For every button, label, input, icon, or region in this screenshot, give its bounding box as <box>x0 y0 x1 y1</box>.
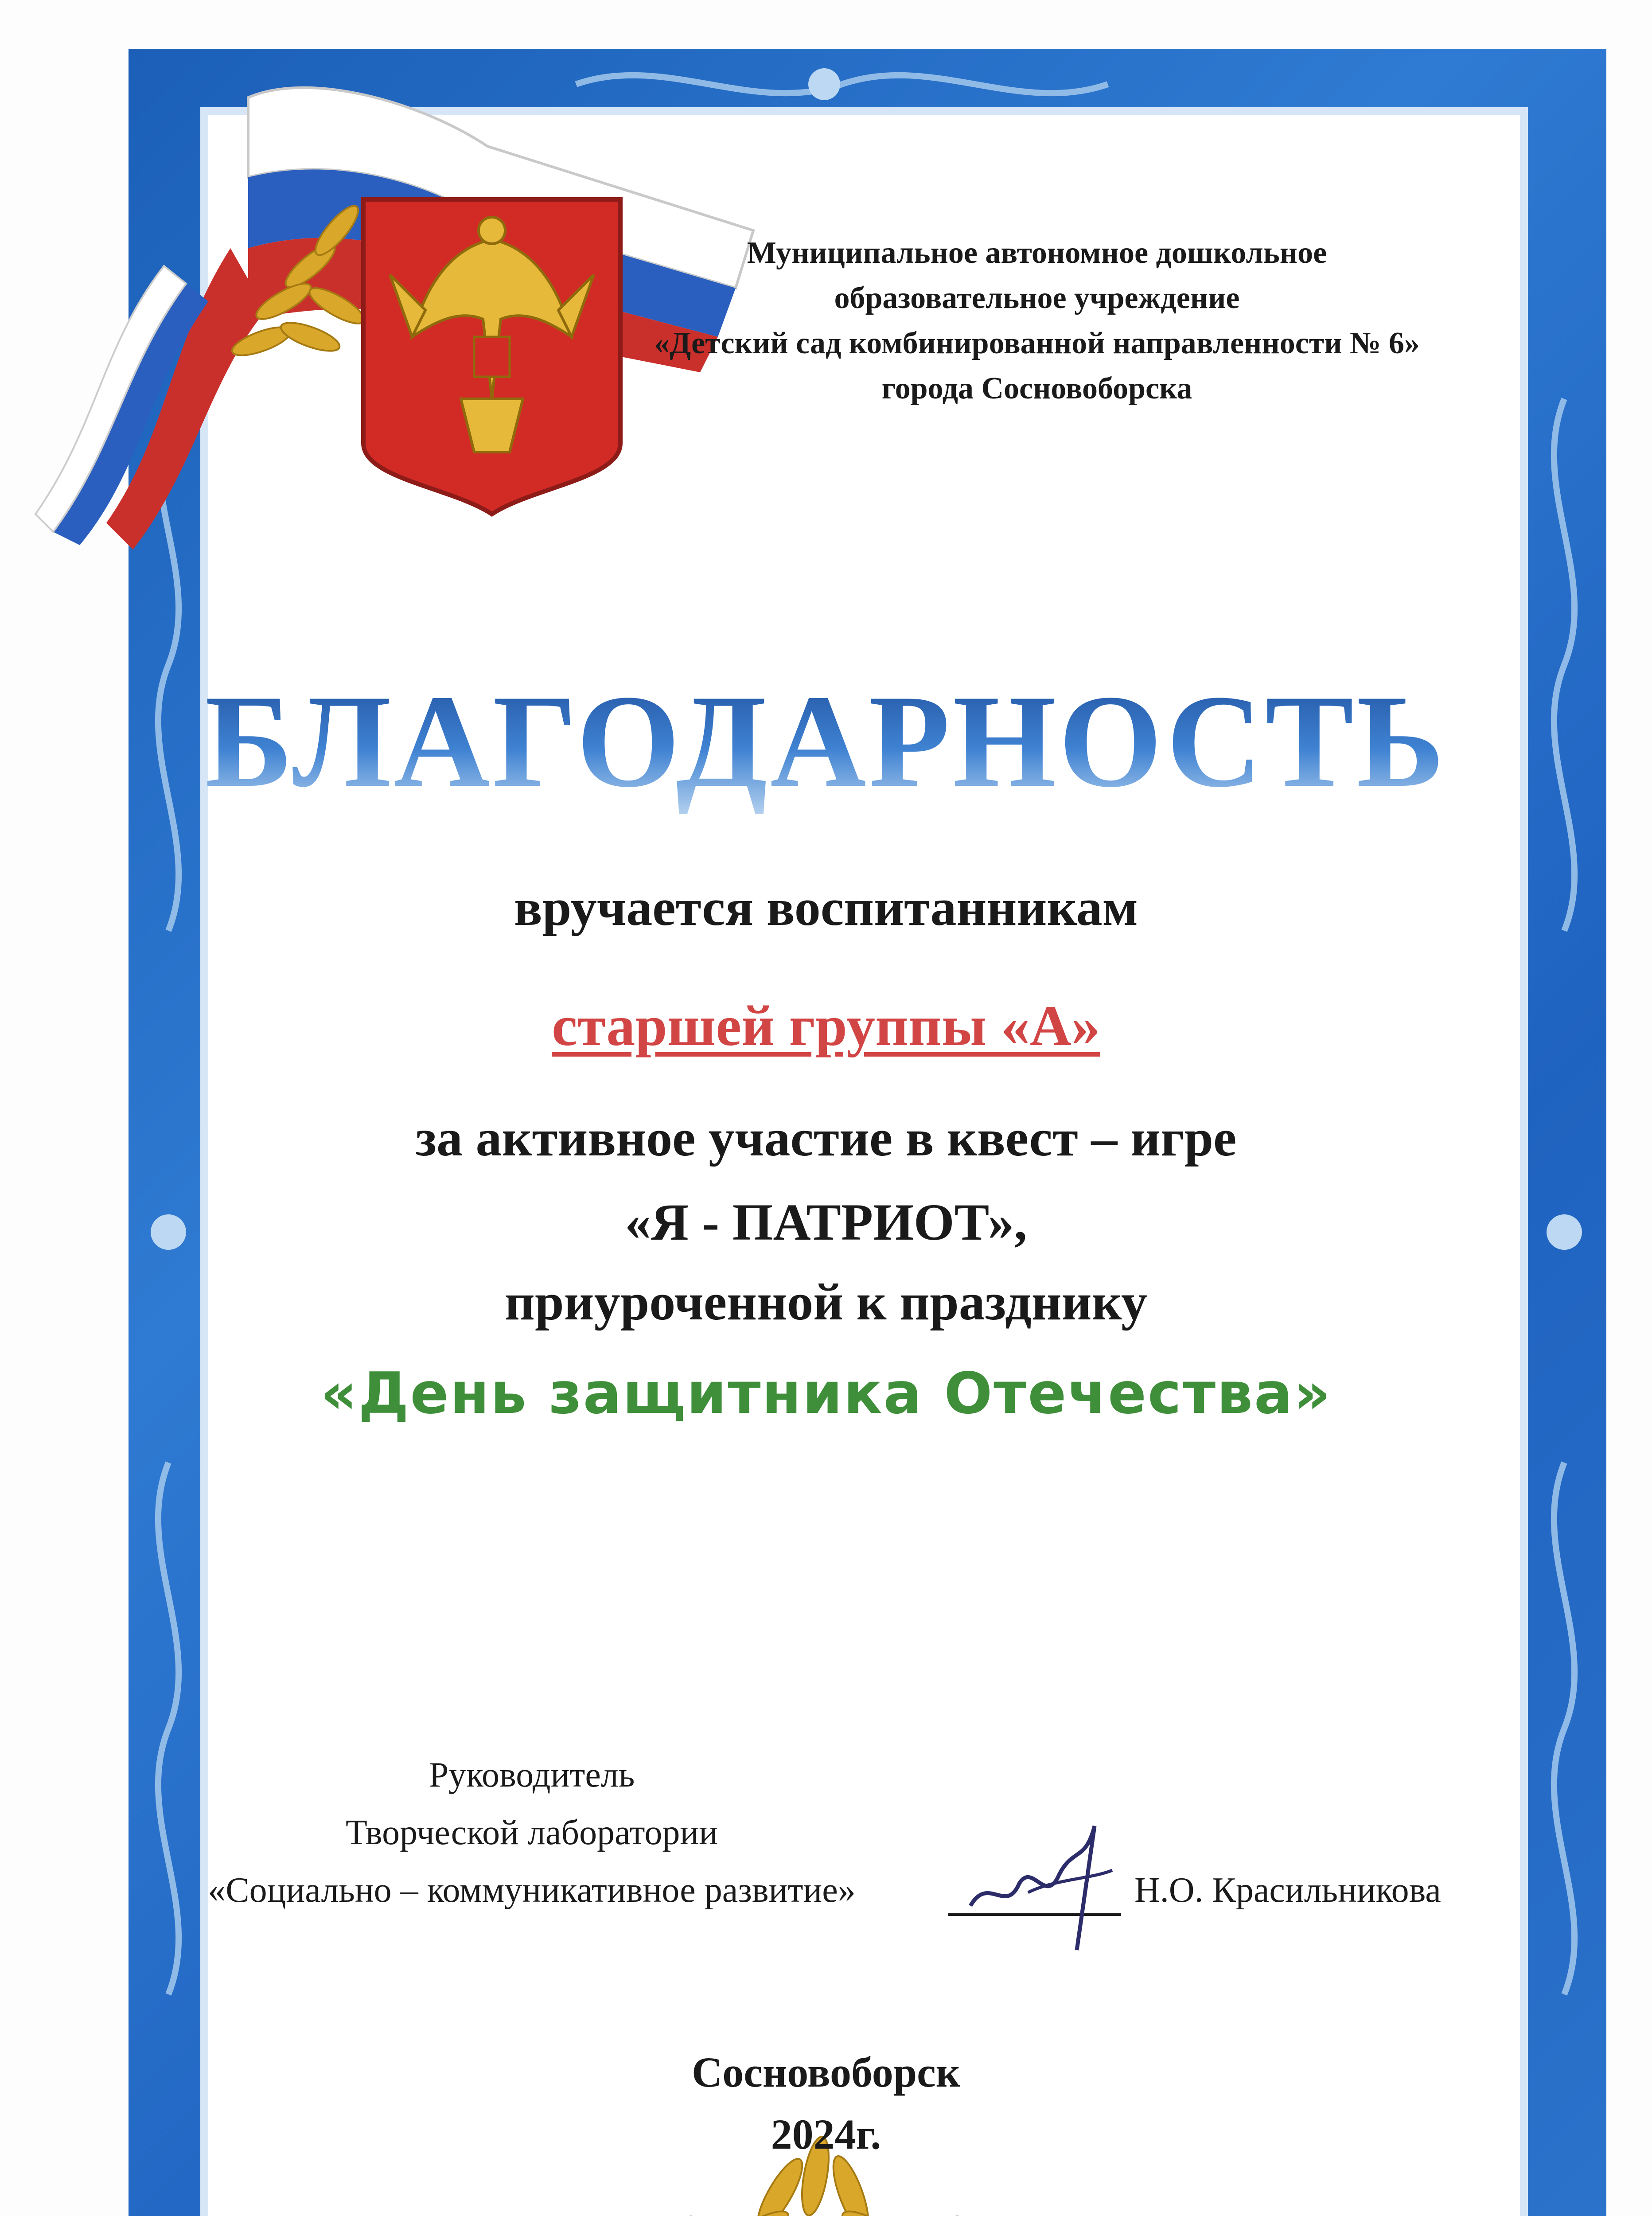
signature-line-2: Творческой лаборатории <box>345 1813 718 1852</box>
city-name: Сосновоборск <box>691 2048 961 2096</box>
year: 2024г. <box>771 2111 881 2158</box>
organization-line-2: образовательное учреждение <box>834 281 1240 315</box>
organization-line-3: «Детский сад комбинированной направленности № 6» <box>654 326 1420 360</box>
signatory-name: Н.О. Красильникова <box>1134 1871 1441 1910</box>
awarded-to-text: вручается воспитанникам <box>514 878 1138 936</box>
signature-line-3: «Социально – коммуникативное развитие» <box>208 1871 856 1910</box>
reason-text: за активное участие в квест – игре <box>415 1109 1237 1167</box>
organization-line-4: города Сосновоборска <box>881 371 1192 406</box>
occasion-text: приуроченной к празднику <box>505 1273 1147 1331</box>
certificate-title: БЛАГОДАРНОСТЬ <box>0 665 1652 818</box>
signature-line-1: Руководитель <box>429 1756 635 1795</box>
organization-line-1: Муниципальное автономное дошкольное <box>747 236 1327 270</box>
event-name: «Я - ПАТРИОТ», <box>625 1193 1027 1251</box>
recipient-name: старшей группы «А» <box>552 994 1100 1058</box>
holiday-name: «День защитника Отечества» <box>320 1361 1332 1427</box>
